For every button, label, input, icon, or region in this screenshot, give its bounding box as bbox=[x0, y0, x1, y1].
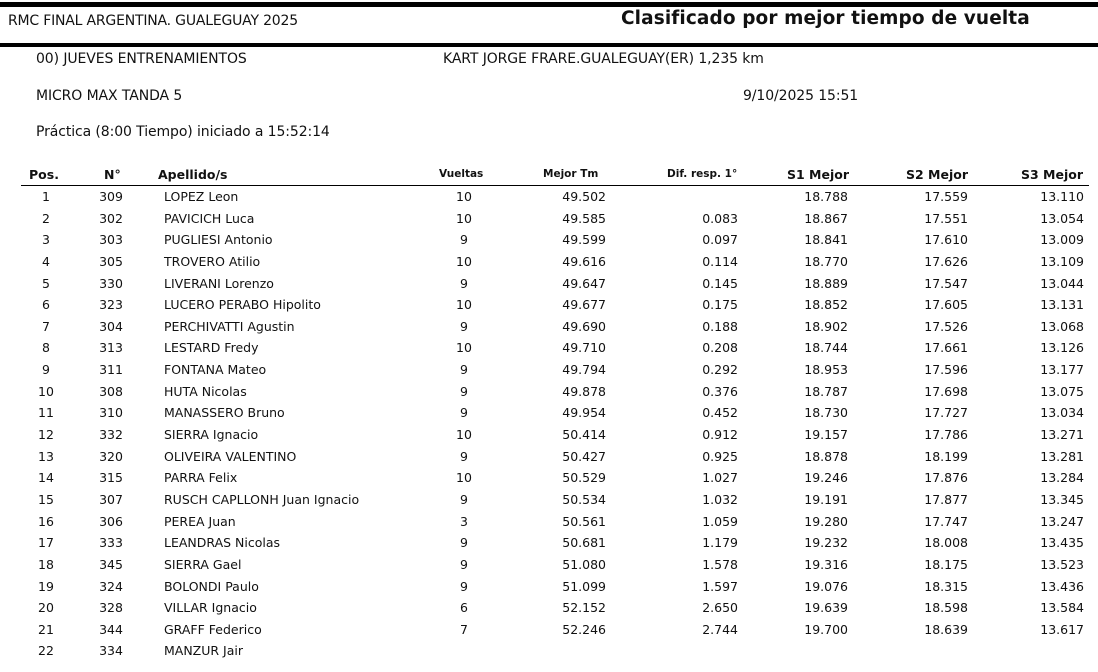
row-laps: 9 bbox=[460, 275, 468, 291]
row-s3-best: 13.075 bbox=[1040, 383, 1084, 399]
row-kart-number: 308 bbox=[99, 383, 123, 399]
row-position: 18 bbox=[38, 556, 54, 572]
row-gap: 2.650 bbox=[702, 600, 738, 616]
row-s2-best: 17.559 bbox=[924, 189, 968, 204]
row-best-time: 49.585 bbox=[562, 210, 606, 226]
row-s2-best: 17.605 bbox=[924, 297, 968, 313]
row-position: 17 bbox=[38, 535, 54, 551]
row-s3-best: 13.068 bbox=[1040, 318, 1084, 334]
row-gap: 1.179 bbox=[702, 535, 738, 551]
row-gap: 0.097 bbox=[702, 232, 738, 248]
row-gap: 0.912 bbox=[702, 427, 738, 443]
row-driver-name: HUTA Nicolas bbox=[164, 383, 247, 399]
row-best-time: 52.152 bbox=[562, 600, 606, 616]
row-kart-number: 332 bbox=[99, 427, 123, 443]
row-s2-best: 18.598 bbox=[924, 600, 968, 616]
header-diff: Dif. resp. 1° bbox=[667, 168, 738, 180]
row-s3-best: 13.523 bbox=[1040, 556, 1084, 572]
row-s3-best: 13.034 bbox=[1040, 405, 1084, 421]
row-s1-best: 19.076 bbox=[804, 578, 848, 594]
row-kart-number: 320 bbox=[99, 448, 123, 464]
row-best-time: 49.794 bbox=[562, 362, 606, 378]
row-best-time: 49.878 bbox=[562, 383, 606, 399]
table-row bbox=[0, 229, 1098, 251]
row-s3-best: 13.271 bbox=[1040, 427, 1084, 443]
row-gap: 0.188 bbox=[702, 318, 738, 334]
header-name: Apellido/s bbox=[158, 167, 228, 182]
table-row bbox=[0, 597, 1098, 619]
row-best-time: 50.534 bbox=[562, 491, 606, 507]
row-driver-name: PERCHIVATTI Agustin bbox=[164, 318, 295, 334]
row-driver-name: LOPEZ Leon bbox=[164, 189, 239, 204]
row-driver-name: BOLONDI Paulo bbox=[164, 578, 259, 594]
row-s2-best: 18.175 bbox=[924, 556, 968, 572]
row-best-time: 49.677 bbox=[562, 297, 606, 313]
row-laps: 9 bbox=[460, 362, 468, 378]
row-s3-best: 13.247 bbox=[1040, 513, 1084, 529]
row-driver-name: SIERRA Gael bbox=[164, 556, 242, 572]
row-s3-best: 13.436 bbox=[1040, 578, 1084, 594]
row-s3-best: 13.009 bbox=[1040, 232, 1084, 248]
row-driver-name: RUSCH CAPLLONH Juan Ignacio bbox=[164, 491, 360, 507]
row-laps: 9 bbox=[460, 383, 468, 399]
row-s2-best: 17.786 bbox=[924, 427, 968, 443]
row-position: 14 bbox=[38, 470, 54, 486]
row-position: 10 bbox=[38, 383, 54, 399]
row-gap: 0.452 bbox=[702, 405, 738, 421]
row-best-time: 50.427 bbox=[562, 448, 606, 464]
row-s3-best: 13.584 bbox=[1040, 600, 1084, 616]
row-best-time: 49.502 bbox=[562, 189, 606, 204]
row-position: 12 bbox=[38, 427, 54, 443]
row-position: 15 bbox=[38, 491, 54, 507]
row-position: 22 bbox=[38, 643, 54, 659]
row-s1-best: 18.902 bbox=[804, 318, 848, 334]
row-s2-best: 17.876 bbox=[924, 470, 968, 486]
row-kart-number: 306 bbox=[99, 513, 123, 529]
row-driver-name: PUGLIESI Antonio bbox=[164, 232, 273, 248]
row-position: 6 bbox=[42, 297, 50, 313]
header-s2: S2 Mejor bbox=[906, 167, 969, 182]
row-s1-best: 19.232 bbox=[804, 535, 848, 551]
row-best-time: 49.690 bbox=[562, 318, 606, 334]
report-title: Clasificado por mejor tiempo de vuelta bbox=[621, 8, 1030, 29]
row-s1-best: 19.191 bbox=[804, 491, 848, 507]
practice-info: Práctica (8:00 Tiempo) iniciado a 15:52:14 bbox=[36, 124, 330, 140]
header-rule bbox=[0, 43, 1098, 47]
row-s1-best: 18.889 bbox=[804, 275, 848, 291]
row-s1-best: 18.867 bbox=[804, 210, 848, 226]
row-s3-best: 13.281 bbox=[1040, 448, 1084, 464]
row-s1-best: 19.246 bbox=[804, 470, 848, 486]
row-s1-best: 18.841 bbox=[804, 232, 848, 248]
row-s3-best: 13.177 bbox=[1040, 362, 1084, 378]
row-s3-best: 13.126 bbox=[1040, 340, 1084, 356]
table-row bbox=[0, 619, 1098, 641]
table-row bbox=[0, 446, 1098, 468]
row-gap: 0.145 bbox=[702, 275, 738, 291]
row-s1-best: 19.280 bbox=[804, 513, 848, 529]
row-gap: 0.376 bbox=[702, 383, 738, 399]
row-driver-name: PARRA Felix bbox=[164, 470, 238, 486]
row-s1-best: 18.787 bbox=[804, 383, 848, 399]
row-driver-name: LIVERANI Lorenzo bbox=[164, 275, 274, 291]
row-driver-name: MANZUR Jair bbox=[164, 643, 244, 659]
row-best-time: 49.954 bbox=[562, 405, 606, 421]
row-s3-best: 13.044 bbox=[1040, 275, 1084, 291]
row-s3-best: 13.345 bbox=[1040, 491, 1084, 507]
row-laps: 9 bbox=[460, 491, 468, 507]
row-s2-best: 17.596 bbox=[924, 362, 968, 378]
table-row bbox=[0, 532, 1098, 554]
row-s2-best: 17.610 bbox=[924, 232, 968, 248]
row-laps: 9 bbox=[460, 232, 468, 248]
table-row bbox=[0, 511, 1098, 533]
row-driver-name: FONTANA Mateo bbox=[164, 362, 267, 378]
row-driver-name: LUCERO PERABO Hipolito bbox=[164, 297, 321, 313]
row-s3-best: 13.054 bbox=[1040, 210, 1084, 226]
row-laps: 10 bbox=[456, 340, 472, 356]
row-kart-number: 310 bbox=[99, 405, 123, 421]
row-kart-number: 309 bbox=[99, 189, 123, 204]
row-laps: 10 bbox=[456, 470, 472, 486]
row-position: 4 bbox=[42, 253, 50, 269]
row-s1-best: 18.852 bbox=[804, 297, 848, 313]
row-best-time: 49.647 bbox=[562, 275, 606, 291]
row-position: 20 bbox=[38, 600, 54, 616]
row-position: 8 bbox=[42, 340, 50, 356]
table-row bbox=[0, 359, 1098, 381]
row-kart-number: 324 bbox=[99, 578, 123, 594]
table-row bbox=[0, 576, 1098, 598]
session-name: 00) JUEVES ENTRENAMIENTOS bbox=[36, 51, 247, 67]
row-s1-best: 18.878 bbox=[804, 448, 848, 464]
top-rule bbox=[0, 2, 1098, 7]
track-name: KART JORGE FRARE.GUALEGUAY(ER) 1,235 km bbox=[443, 51, 764, 67]
row-laps: 9 bbox=[460, 556, 468, 572]
table-row bbox=[0, 424, 1098, 446]
header-best-time: Mejor Tm bbox=[543, 168, 599, 180]
row-laps: 9 bbox=[460, 405, 468, 421]
row-gap: 0.925 bbox=[702, 448, 738, 464]
row-laps: 3 bbox=[460, 513, 468, 529]
row-kart-number: 334 bbox=[99, 643, 123, 659]
header-s3: S3 Mejor bbox=[1021, 167, 1084, 182]
row-driver-name: VILLAR Ignacio bbox=[164, 600, 257, 616]
row-position: 21 bbox=[38, 621, 54, 637]
row-gap: 0.083 bbox=[702, 210, 738, 226]
row-s3-best: 13.435 bbox=[1040, 535, 1084, 551]
row-laps: 10 bbox=[456, 189, 472, 204]
row-kart-number: 307 bbox=[99, 491, 123, 507]
row-gap: 0.114 bbox=[702, 253, 738, 269]
row-gap: 0.292 bbox=[702, 362, 738, 378]
row-laps: 9 bbox=[460, 578, 468, 594]
table-row bbox=[0, 273, 1098, 295]
row-s2-best: 17.698 bbox=[924, 383, 968, 399]
row-best-time: 49.616 bbox=[562, 253, 606, 269]
row-s3-best: 13.284 bbox=[1040, 470, 1084, 486]
row-s2-best: 17.661 bbox=[924, 340, 968, 356]
row-gap: 1.027 bbox=[702, 470, 738, 486]
row-s1-best: 18.744 bbox=[804, 340, 848, 356]
row-driver-name: LESTARD Fredy bbox=[164, 340, 259, 356]
table-row bbox=[0, 337, 1098, 359]
row-laps: 10 bbox=[456, 253, 472, 269]
row-laps: 6 bbox=[460, 600, 468, 616]
table-row bbox=[0, 251, 1098, 273]
row-driver-name: PEREA Juan bbox=[164, 513, 236, 529]
row-position: 5 bbox=[42, 275, 50, 291]
row-gap: 1.597 bbox=[702, 578, 738, 594]
row-best-time: 51.099 bbox=[562, 578, 606, 594]
row-kart-number: 313 bbox=[99, 340, 123, 356]
row-position: 9 bbox=[42, 362, 50, 378]
row-laps: 9 bbox=[460, 535, 468, 551]
table-row bbox=[0, 489, 1098, 511]
row-s1-best: 18.770 bbox=[804, 253, 848, 269]
row-s2-best: 18.315 bbox=[924, 578, 968, 594]
header-number: N° bbox=[104, 167, 121, 182]
row-kart-number: 303 bbox=[99, 232, 123, 248]
row-s1-best: 19.700 bbox=[804, 621, 848, 637]
row-s3-best: 13.617 bbox=[1040, 621, 1084, 637]
row-s2-best: 18.639 bbox=[924, 621, 968, 637]
table-row bbox=[0, 186, 1098, 208]
row-gap: 1.059 bbox=[702, 513, 738, 529]
event-title: RMC FINAL ARGENTINA. GUALEGUAY 2025 bbox=[8, 13, 298, 29]
table-row bbox=[0, 316, 1098, 338]
row-kart-number: 304 bbox=[99, 318, 123, 334]
row-best-time: 51.080 bbox=[562, 556, 606, 572]
row-s2-best: 17.551 bbox=[924, 210, 968, 226]
row-position: 13 bbox=[38, 448, 54, 464]
row-s2-best: 18.008 bbox=[924, 535, 968, 551]
row-position: 2 bbox=[42, 210, 50, 226]
row-gap: 1.578 bbox=[702, 556, 738, 572]
row-kart-number: 315 bbox=[99, 470, 123, 486]
row-driver-name: TROVERO Atilio bbox=[164, 253, 261, 269]
row-best-time: 49.599 bbox=[562, 232, 606, 248]
row-s2-best: 18.199 bbox=[924, 448, 968, 464]
row-laps: 10 bbox=[456, 210, 472, 226]
row-gap: 0.175 bbox=[702, 297, 738, 313]
row-kart-number: 323 bbox=[99, 297, 123, 313]
row-laps: 9 bbox=[460, 448, 468, 464]
row-laps: 10 bbox=[456, 427, 472, 443]
row-s2-best: 17.727 bbox=[924, 405, 968, 421]
row-s1-best: 18.788 bbox=[804, 189, 848, 204]
row-s2-best: 17.877 bbox=[924, 491, 968, 507]
row-s2-best: 17.547 bbox=[924, 275, 968, 291]
row-gap: 0.208 bbox=[702, 340, 738, 356]
table-row bbox=[0, 554, 1098, 576]
row-driver-name: MANASSERO Bruno bbox=[164, 405, 285, 421]
row-kart-number: 328 bbox=[99, 600, 123, 616]
table-row bbox=[0, 294, 1098, 316]
row-kart-number: 305 bbox=[99, 253, 123, 269]
row-s1-best: 19.316 bbox=[804, 556, 848, 572]
header-laps: Vueltas bbox=[439, 168, 484, 180]
table-row bbox=[0, 402, 1098, 424]
session-datetime: 9/10/2025 15:51 bbox=[743, 88, 859, 104]
row-kart-number: 344 bbox=[99, 621, 123, 637]
results-table-body bbox=[0, 186, 1098, 662]
row-driver-name: SIERRA Ignacio bbox=[164, 427, 259, 443]
row-kart-number: 311 bbox=[99, 362, 123, 378]
row-s1-best: 19.157 bbox=[804, 427, 848, 443]
row-s3-best: 13.109 bbox=[1040, 253, 1084, 269]
row-kart-number: 333 bbox=[99, 535, 123, 551]
row-gap: 1.032 bbox=[702, 491, 738, 507]
row-driver-name: OLIVEIRA VALENTINO bbox=[164, 448, 297, 464]
row-best-time: 49.710 bbox=[562, 340, 606, 356]
row-laps: 9 bbox=[460, 318, 468, 334]
row-position: 19 bbox=[38, 578, 54, 594]
row-s2-best: 17.747 bbox=[924, 513, 968, 529]
row-s1-best: 18.730 bbox=[804, 405, 848, 421]
row-position: 1 bbox=[42, 189, 50, 204]
row-position: 7 bbox=[42, 318, 50, 334]
row-kart-number: 345 bbox=[99, 556, 123, 572]
row-s2-best: 17.526 bbox=[924, 318, 968, 334]
class-name: MICRO MAX TANDA 5 bbox=[36, 88, 183, 104]
row-s3-best: 13.110 bbox=[1040, 189, 1084, 204]
table-row bbox=[0, 208, 1098, 230]
row-s1-best: 19.639 bbox=[804, 600, 848, 616]
row-position: 3 bbox=[42, 232, 50, 248]
row-kart-number: 330 bbox=[99, 275, 123, 291]
row-best-time: 50.414 bbox=[562, 427, 606, 443]
row-s2-best: 17.626 bbox=[924, 253, 968, 269]
header-pos: Pos. bbox=[29, 167, 59, 182]
table-row bbox=[0, 640, 1098, 662]
row-best-time: 50.529 bbox=[562, 470, 606, 486]
row-kart-number: 302 bbox=[99, 210, 123, 226]
row-driver-name: GRAFF Federico bbox=[164, 621, 262, 637]
header-s1: S1 Mejor bbox=[787, 167, 850, 182]
table-row bbox=[0, 381, 1098, 403]
row-laps: 10 bbox=[456, 297, 472, 313]
row-laps: 7 bbox=[460, 621, 468, 637]
row-s3-best: 13.131 bbox=[1040, 297, 1084, 313]
row-driver-name: LEANDRAS Nicolas bbox=[164, 535, 281, 551]
row-position: 16 bbox=[38, 513, 54, 529]
row-position: 11 bbox=[38, 405, 54, 421]
row-gap: 2.744 bbox=[702, 621, 738, 637]
row-driver-name: PAVICICH Luca bbox=[164, 210, 255, 226]
row-s1-best: 18.953 bbox=[804, 362, 848, 378]
table-row bbox=[0, 467, 1098, 489]
row-best-time: 50.561 bbox=[562, 513, 606, 529]
row-best-time: 50.681 bbox=[562, 535, 606, 551]
row-best-time: 52.246 bbox=[562, 621, 606, 637]
